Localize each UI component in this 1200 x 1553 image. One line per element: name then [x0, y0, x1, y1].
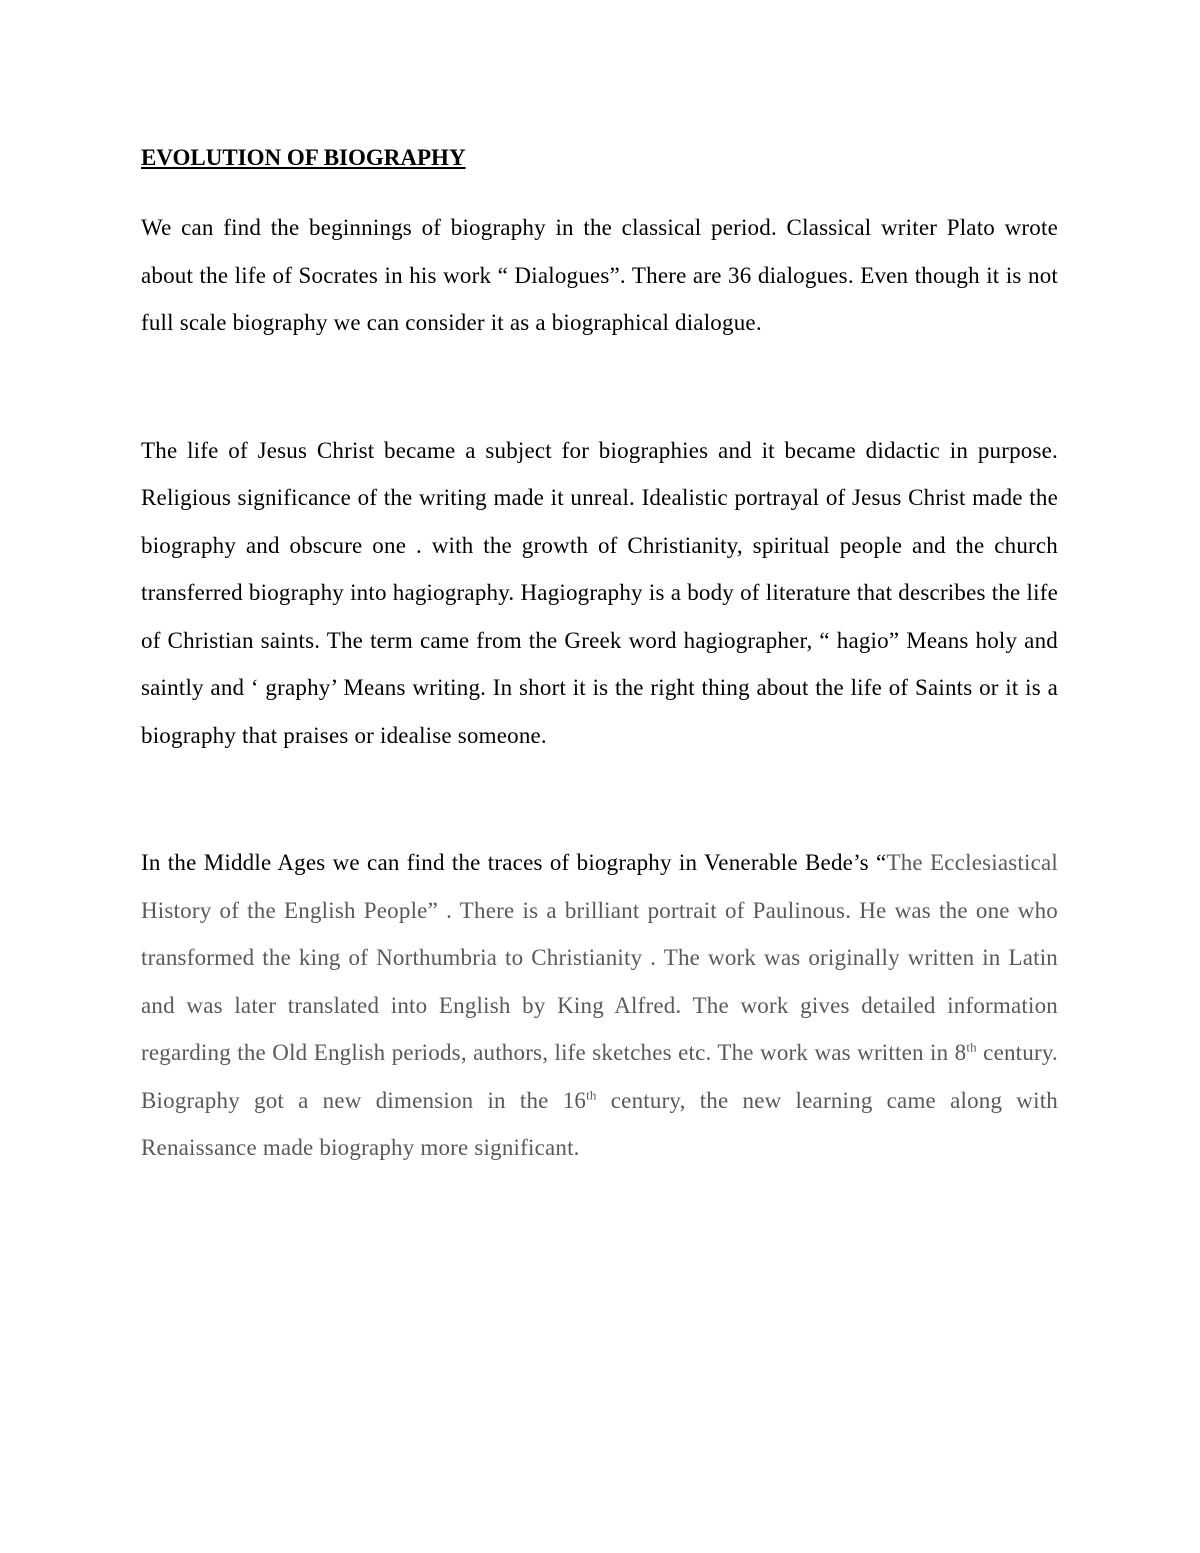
paragraph-hagiography: The life of Jesus Christ became a subject for biographies and it became didactic in purpose. Religious significance of the writing made it unreal. Idealistic portrayal of Jesus Christ made the biography and obscure one . with the growth of Christianity, spiritual people and the church transferred biography into hagiography. Hagiography is a body of literature that describes the life of Christian saints. The term came from the Greek word hagiographer, “ hagio” Means holy and saintly and ‘ graphy’ Means writing. In short it is the right thing about the life of Saints or it is a biography that praises or idealise someone.	[141, 437, 1058, 748]
document-title: EVOLUTION OF BIOGRAPHY	[141, 145, 466, 170]
paragraph-middle-ages-body	[141, 850, 1058, 1160]
paragraph-classical-period: We can find the beginnings of biography in the classical period. Classical writer Plato wrote about the life of Socrates in his work “ Dialogues”. There are 36 dialogues. Even though it is not full scale biography we can consider it as a biographical dialogue.	[141, 215, 1058, 335]
superscript-th-16: th	[586, 1086, 597, 1102]
paragraph-middle-ages-lead: In the Middle Ages we can find the traces of biography in Venerable Bede’s “	[141, 850, 887, 875]
paragraph-middle-ages	[141, 839, 1058, 1172]
paragraph-middle-ages-part-a: The Ecclesiastical History of the English People” . There is a brilliant portrait of Paulinous. He was the one who transformed the king of Northumbria to Christianity . The work was originally written in Latin and was later translated into English by King Alfred. The work gives detailed information regarding the Old English periods, authors, life sketches etc. The work was written in 8	[141, 850, 1058, 1065]
paragraph-middle-ages-part-c: century, the new learning came along with Renaissance made biography more significant.	[141, 1087, 1058, 1160]
paragraph-middle-ages-part-b: century. Biography got a new dimension in the 16	[141, 1040, 1058, 1113]
superscript-th-8: th	[966, 1039, 977, 1055]
document-body	[141, 138, 1058, 1172]
